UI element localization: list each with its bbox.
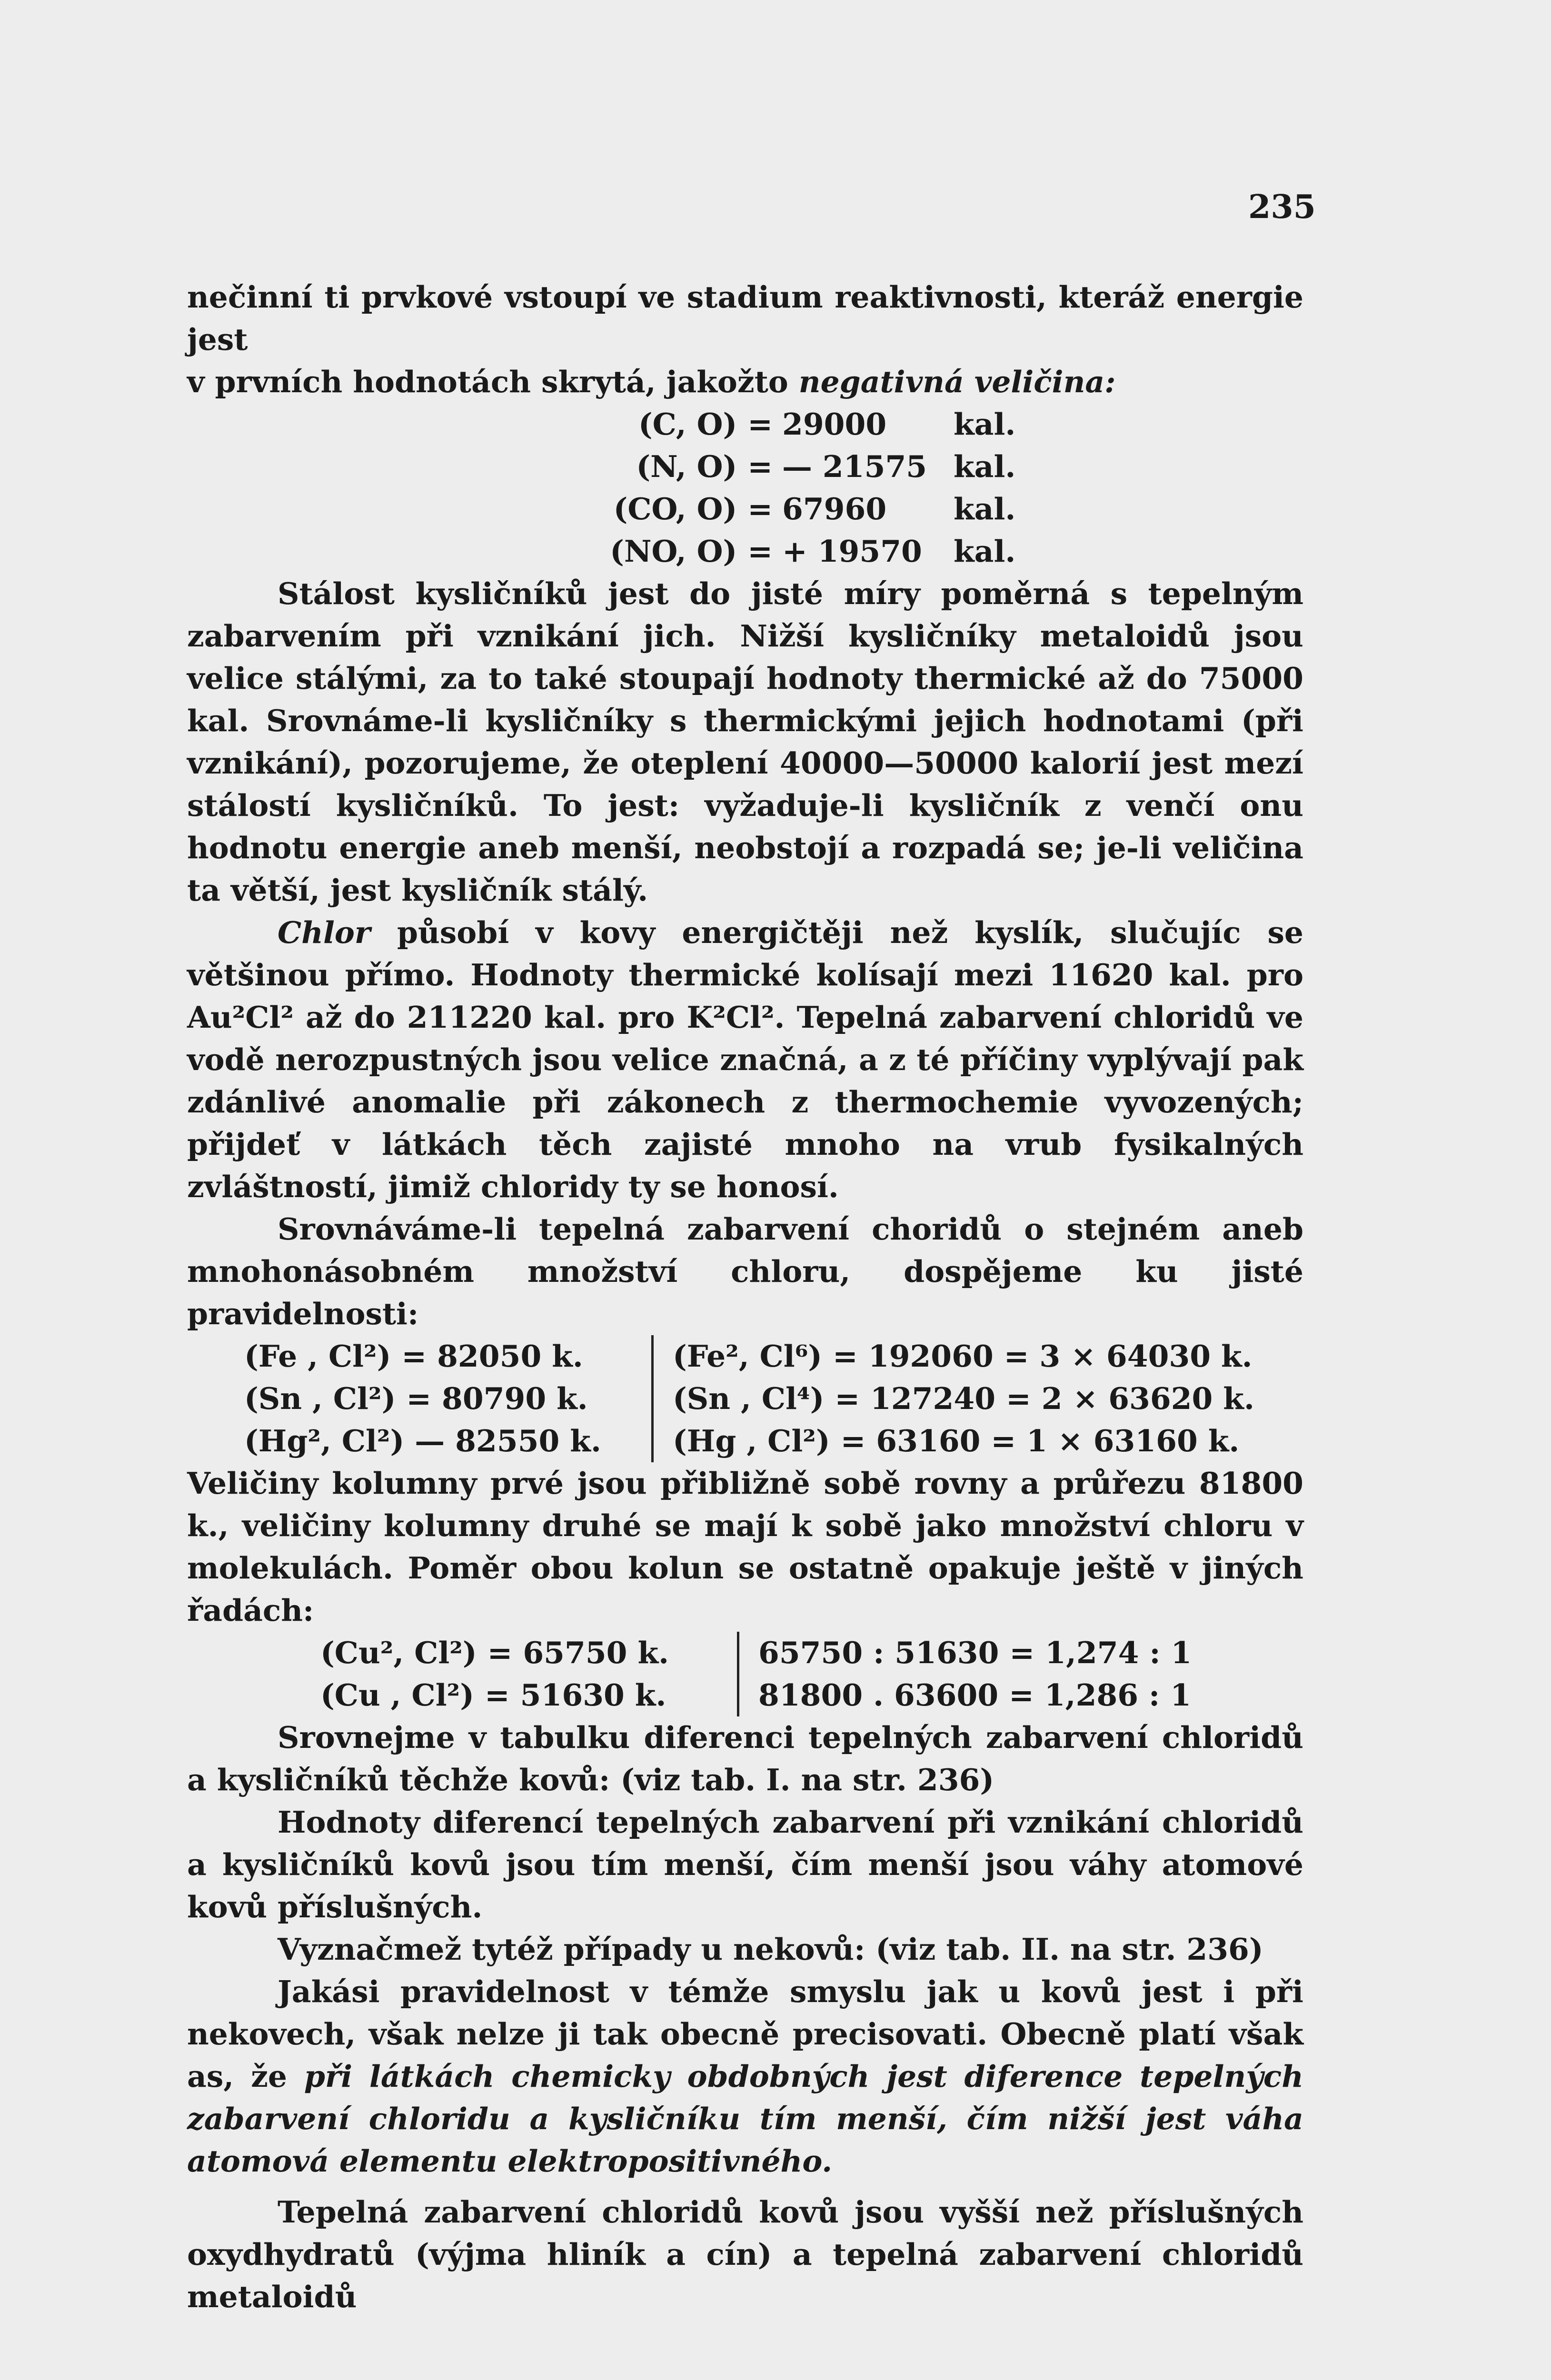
paragraph-1-line-2-text: v prvních hodnotách skrytá, jakožto <box>187 364 788 399</box>
table-cell: (Fe , Cl²) = 82050 k. <box>244 1335 654 1378</box>
paragraph-9-text: Jakási pravidelnost v témže smyslu jak u kovů jest i při nekovech, však nelze ji tak obecně precisovati. Obecně platí však as, že <box>187 1974 1303 2094</box>
table-cell: (Cu , Cl²) = 51630 k. <box>320 1674 739 1716</box>
value-no-o: + 19570 <box>782 534 922 569</box>
paragraph-2: Stálost kysličníků jest do jisté míry poměrná s tepelným zabarvením při vznikání jich. Nižší kysličníky metaloidů jsou velice stálými, za to také stoupají hodnoty thermické až do 75000 kal. Srovnáme-li kysličníky s thermickými jejich hodnotami (při vznikání), pozorujeme, že oteplení 40000—50000 kalorií jest mezí stálostí kysličníků. To jest: vyžaduje-li kysličník z venčí onu hodnotu energie aneb menší, neobstojí a rozpadá se; je-li veličina ta větší, jest kysličník stálý. <box>187 576 1303 908</box>
paragraph-1-line-1: nečinní ti prvkové vstoupí ve stadium reaktivnosti, kteráž energie jest <box>187 279 1303 357</box>
value-co: 29000 <box>782 407 887 442</box>
copper-chloride-table <box>320 1632 1303 1716</box>
unit: kal. <box>954 534 1016 569</box>
paragraph-10: Tepelná zabarvení chloridů kovů jsou vyšší než příslušných oxydhydratů (výjma hliník a cín) a tepelná zabarvení chloridů metaloidů <box>187 2194 1303 2314</box>
table-cell: (Cu², Cl²) = 65750 k. <box>320 1632 739 1674</box>
paragraph-9 <box>187 1971 1303 2182</box>
paragraph-4: Srovnáváme-li tepelná zabarvení choridů o stejném aneb mnohonásobném množství chloru, dospějeme ku jisté pravidelnosti: <box>187 1211 1303 1331</box>
table-cell: (Fe², Cl⁶) = 192060 = 3 × 64030 k. <box>673 1339 1253 1374</box>
formula-no-o: (NO, O) = <box>610 534 773 569</box>
page-number: 235 <box>1248 188 1316 226</box>
oxide-heat-formulas <box>535 403 1303 573</box>
paragraph-3-text: působí v kovy energičtěji než kyslík, slučujíc se většinou přímo. Hodnoty thermické kolísají mezi 11620 kal. pro Au²Cl² až do 211220 kal. pro K²Cl². Tepelná zabarvení chloridů ve vodě nerozpustných jsou velice značná, a z té příčiny vyplývají pak zdánlivé anomalie při zákonech z thermochemie vyvozených; přijdeť v látkách těch zajisté mnoho na vrub fysikalných zvláštností, jimiž chloridy ty se honosí. <box>187 915 1304 1204</box>
unit: kal. <box>954 491 1016 526</box>
table-cell: 81800 . 63600 = 1,286 : 1 <box>758 1677 1192 1713</box>
formula-no: (N, O) = <box>636 449 773 484</box>
table-cell: (Sn , Cl²) = 80790 k. <box>244 1378 654 1420</box>
table-cell: 65750 : 51630 = 1,274 : 1 <box>758 1635 1192 1670</box>
table-cell: (Hg , Cl²) = 63160 = 1 × 63160 k. <box>673 1423 1240 1458</box>
paragraph-9-emphasis: při látkách chemicky obdobných jest diference tepelných zabarvení chloridu a kysličníku tím menší, čím nižší jest váha atomová elementu elektropositivného. <box>187 2059 1304 2179</box>
paragraph-8: Vyznačmež tytéž případy u nekovů: (viz tab. II. na str. 236) <box>278 1932 1263 1967</box>
unit: kal. <box>954 449 1016 484</box>
unit: kal. <box>954 407 1016 442</box>
chloride-comparison-table <box>244 1335 1303 1462</box>
body-text <box>187 276 1303 2318</box>
paragraph-3 <box>187 912 1303 1208</box>
paragraph-5: Veličiny kolumny prvé jsou přibližně sobě rovny a průřezu 81800 k., veličiny kolumny druhé se mají k sobě jako množství chloru v molekulách. Poměr obou kolun se ostatně opakuje ještě v jiných řadách: <box>187 1466 1303 1628</box>
chlor-emphasis: Chlor <box>278 915 371 950</box>
negativna-velicina-emphasis: negativná veličina: <box>798 364 1116 399</box>
table-cell: (Sn , Cl⁴) = 127240 = 2 × 63620 k. <box>673 1381 1254 1416</box>
value-co-o: 67960 <box>782 491 887 526</box>
formula-co: (C, O) = <box>638 407 773 442</box>
paragraph-1-line-2 <box>187 361 1303 403</box>
formula-co-o: (CO, O) = <box>613 491 773 526</box>
table-cell: (Hg², Cl²) — 82550 k. <box>244 1420 654 1462</box>
paragraph-6: Srovnejme v tabulku diferenci tepelných zabarvení chloridů a kysličníků těchže kovů: (viz tab. I. na str. 236) <box>187 1720 1303 1797</box>
value-no: — 21575 <box>782 449 927 484</box>
paragraph-7: Hodnoty diferencí tepelných zabarvení při vznikání chloridů a kysličníků kovů jsou tím menší, čím menší jsou váhy atomové kovů příslušných. <box>187 1805 1303 1924</box>
